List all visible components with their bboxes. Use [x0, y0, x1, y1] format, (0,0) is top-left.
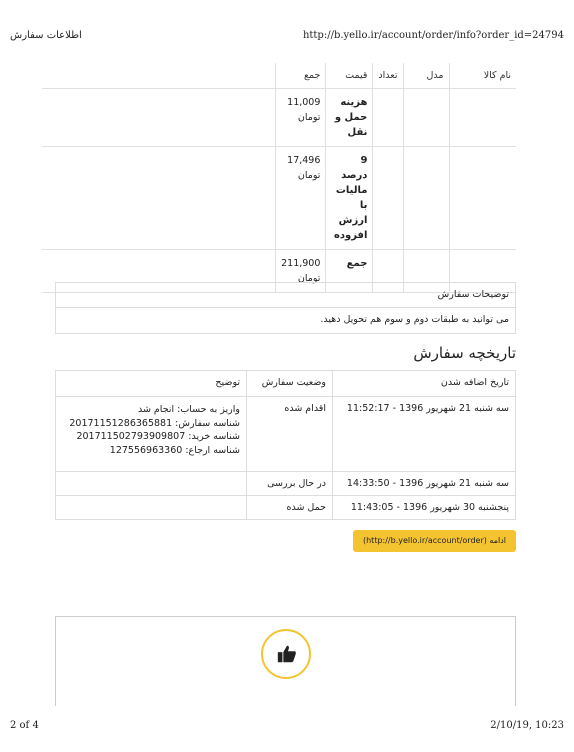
history-header-row — [56, 371, 516, 397]
col-date-added: تاریخ اضافه شدن — [333, 371, 516, 397]
page-number: 2 of 4 — [10, 720, 39, 731]
order-totals-table — [42, 63, 516, 293]
feedback-card — [55, 616, 516, 706]
order-notes — [55, 282, 516, 334]
totals-amount: 11,009 تومان — [276, 88, 326, 146]
print-header — [10, 30, 564, 44]
order-notes-text: می توانید به طبقات دوم و سوم هم تحویل دهید. — [320, 314, 509, 325]
history-row — [56, 472, 516, 496]
history-comment — [56, 472, 247, 496]
comment-line: شناسه ارجاع: 127556963360 — [109, 444, 240, 456]
totals-label: جمع — [326, 249, 373, 292]
comment-line: شناسه سفارش: 20171151286365881 — [69, 417, 240, 429]
page-title: اطلاعات سفارش — [10, 30, 82, 41]
continue-button[interactable]: ادامه (http://b.yello.ir/account/order) — [353, 530, 516, 552]
totals-row-tax — [42, 146, 516, 249]
history-row — [56, 397, 516, 472]
order-history-title: تاریخچه سفارش — [413, 344, 516, 362]
totals-row-shipping — [42, 88, 516, 146]
order-notes-heading: توضیحات سفارش — [56, 283, 515, 308]
page-url[interactable]: http://b.yello.ir/account/order/info?order_id=24794 — [302, 30, 564, 41]
history-status: در حال بررسی — [247, 472, 333, 496]
totals-header-row — [42, 63, 516, 88]
totals-amount: 211,900 تومان — [276, 249, 326, 292]
totals-label: هزینه حمل و نقل — [326, 88, 373, 146]
col-comment: توضیح — [56, 371, 247, 397]
history-status: حمل شده — [247, 496, 333, 520]
col-model: مدل — [403, 63, 449, 88]
history-date: پنجشنبه 30 شهریور 1396 - 11:43:05 — [333, 496, 516, 520]
history-status: اقدام شده — [247, 397, 333, 472]
col-product-name: نام کالا — [449, 63, 516, 88]
col-total: جمع — [276, 63, 326, 88]
col-quantity: تعداد — [373, 63, 403, 88]
thumbs-up-icon — [276, 643, 298, 665]
order-history-table — [55, 370, 516, 520]
like-button[interactable] — [261, 629, 311, 679]
col-status: وضعیت سفارش — [247, 371, 333, 397]
history-row — [56, 496, 516, 520]
history-comment — [56, 397, 247, 472]
history-date: سه شنبه 21 شهریور 1396 - 14:33:50 — [333, 472, 516, 496]
totals-label: 9 درصد مالیات با ارزش افزوده — [326, 146, 373, 249]
history-date: سه شنبه 21 شهریور 1396 - 11:52:17 — [333, 397, 516, 472]
col-spacer — [42, 63, 276, 88]
print-footer — [10, 720, 564, 734]
history-comment — [56, 496, 247, 520]
print-date: 2/10/19, 10:23 — [490, 720, 564, 731]
comment-line: واریز به حساب: انجام شد — [137, 404, 240, 415]
col-price: قیمت — [326, 63, 373, 88]
totals-amount: 17,496 تومان — [276, 146, 326, 249]
comment-line: شناسه خرید: 201711502793909807 — [76, 431, 240, 442]
